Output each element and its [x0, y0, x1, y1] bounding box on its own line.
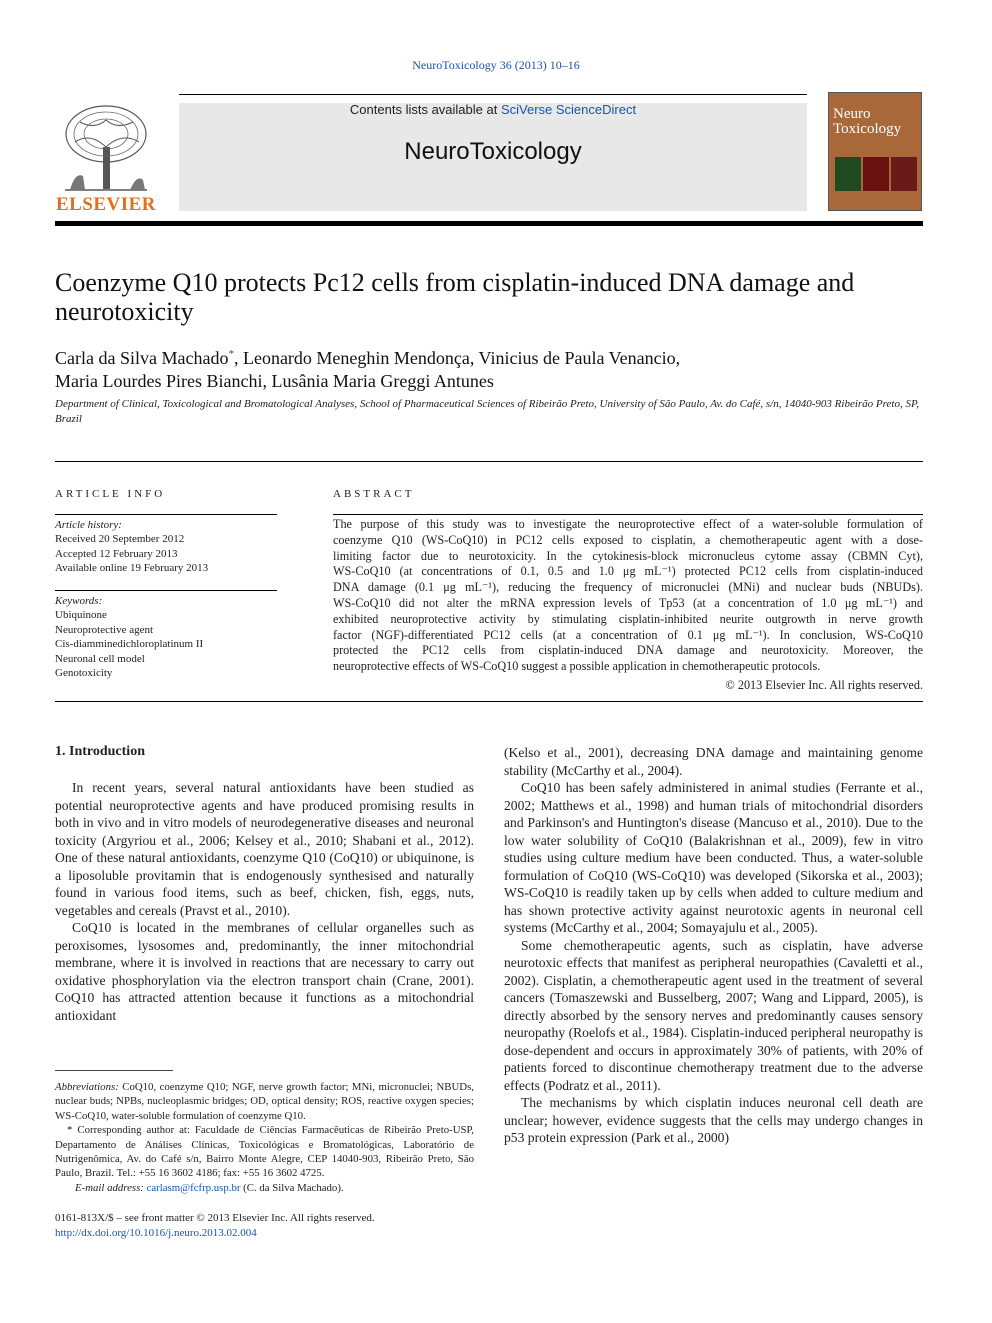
article-history: [55, 518, 277, 576]
cover-micrograph-merge: [891, 157, 917, 191]
keyword: Neuroprotective agent: [55, 623, 154, 636]
cover-title-line1: Neuro: [833, 106, 871, 122]
cover-micrograph-green: [835, 157, 861, 191]
abstract-line: WS-CoQ10 (at concentrations of 0.1, 0.5 and 1.0 μg mL⁻¹) protected PC12 cells from cisplatin-induced: [333, 564, 923, 579]
author-1: Carla da Silva Machado: [55, 348, 229, 368]
abbreviations-text: CoQ10, coenzyme Q10; NGF, nerve growth factor; MNi, micronuclei; NBUDs, nuclear buds; NPBs, nucleoplasmic bridges; OD, optical density; ROS, reactive oxygen species; WS-CoQ10, water-soluble formulation of coenzyme Q10.: [55, 1081, 474, 1122]
corresponding-author-mark[interactable]: *: [228, 348, 234, 360]
abstract-line: protected the PC12 cells from cisplatin-induced DNA damage and neurotoxicity. Moreover, the: [333, 643, 923, 658]
abstract-text: [333, 517, 923, 675]
paragraph: CoQ10 is located in the membranes of cellular organelles such as peroxisomes, lysosomes and, predominantly, the inner mitochondrial membrane, where it is involved in reactions that are necessary to carry out oxidative phosphorylation via the electron transport chain (Crane, 2001). CoQ10 has attracted attention because it functions as a mitochondrial antioxidant: [55, 920, 474, 1023]
header-rule: [55, 221, 923, 226]
authors-rest: , Leonardo Meneghin Mendonça, Vinicius de Paula Venancio,: [233, 348, 681, 368]
doi-link[interactable]: http://dx.doi.org/10.1016/j.neuro.2013.02.004: [55, 1227, 257, 1239]
abstract-line: The purpose of this study was to investigate the neuroprotective effect of a water-soluble formulation of: [333, 517, 923, 531]
elsevier-wordmark: ELSEVIER: [55, 194, 157, 215]
footnote-divider: [55, 1070, 173, 1071]
history-label: Article history:: [55, 519, 122, 531]
divider: [333, 514, 923, 515]
divider: [55, 514, 277, 515]
abstract-line: coenzyme Q10 (WS-CoQ10) in PC12 cells exposed to cisplatin, a chemotherapeutic agent with a dose-: [333, 532, 923, 547]
paragraph: Some chemotherapeutic agents, such as cisplatin, have adverse neurotoxic effects that manifest as peripheral neuropathies (Cavaletti et al., 2002). Cisplatin, a chemotherapeutic agent used in the treatment of several cancers (Tomaszewski and Busselberg, 2007; Wang and Lippard, 2005), is directly absorbed by the sensory nerves and predominantly causes sensory neuropathy (Roelofs et al., 1984). Cisplatin-induced peripheral neuropathy is dose-dependent and occurs in approximately 30% of patients, with 20% of patients forced to discontinue chemotherapy treatment due to the adverse effects (Podratz et al., 2011).: [504, 937, 923, 1093]
front-matter: [55, 1211, 474, 1241]
sciencedirect-link[interactable]: SciVerse ScienceDirect: [500, 102, 637, 117]
issn-line: 0161-813X/$ – see front matter © 2013 Elsevier Inc. All rights reserved.: [55, 1212, 375, 1224]
banner-top-rule: [179, 94, 807, 95]
affiliation: Department of Clinical, Toxicological and Bromatological Analyses, School of Pharmaceutical Sciences of Ribeirão Preto, University of São Paulo, Av. do Café, s/n, 14040-903 Ribeirão Preto, SP, Brazil: [55, 398, 920, 425]
divider: [55, 461, 923, 462]
keyword: Cis-diamminedichloroplatinum II: [55, 638, 204, 651]
abstract-line: DNA damage (0.1 μg mL⁻¹), reducing the frequency of micronuclei (MNi) and nuclear buds (NBUDs).: [333, 580, 923, 595]
body-right-column: [504, 744, 923, 1147]
accepted-date: Accepted 12 February 2013: [55, 547, 178, 560]
section-heading-introduction: 1. Introduction: [55, 744, 145, 759]
cover-title-line2: Toxicology: [833, 121, 902, 137]
paragraph: In recent years, several natural antioxidants have been studied as potential neuroprotective agents and have produced promising results in both in vivo and in vitro models of neurodegenerative diseases and neuronal toxicity (Argyriou et al., 2006; Kelsey et al., 2010; Shabani et al., 2012). One of these natural antioxidants, coenzyme Q10 (CoQ10) or ubiquinone, is a liposoluble provitamin that is endogenously synthesised and naturally found in various food items, such as beef, chicken, fish, eggs, nuts, vegetables and cereals (Pravst et al., 2010).: [55, 780, 474, 918]
divider: [55, 590, 277, 591]
authors-line-2: Maria Lourdes Pires Bianchi, Lusânia Maria Greggi Antunes: [55, 371, 494, 391]
paragraph: CoQ10 has been safely administered in animal studies (Ferrante et al., 2002; Matthews et al., 1998) and human trials of mitochondrial disorders and Parkinson's and Huntington's disease (Mancuso et al., 2010). Due to the low water solubility of CoQ10 (Balakrishnan et al., 2009), few in vitro studies using culture medium have been conducted. Thus, a water-soluble formulation of CoQ10 (WS-CoQ10) was developed (Sikorska et al., 2003); WS-CoQ10 is readily taken up by cells when added to culture medium and has shown protective activity against neurotoxic agents in neuronal cell systems (McCarthy et al., 2004; Somayajulu et al., 2005).: [504, 780, 923, 935]
author-list: [55, 343, 923, 393]
journal-cover-image[interactable]: [828, 92, 922, 211]
contents-line: [179, 102, 807, 117]
abstract-line: factor (NGF)-differentiated PC12 cells (at a concentration of 0.1 μg mL⁻¹). In conclusion, WS-CoQ10: [333, 627, 923, 642]
journal-name: NeuroToxicology: [404, 138, 582, 165]
body-left-column: [55, 779, 474, 1024]
abstract-line: exhibited neuroprotective activity by stimulating cisplatin-inhibited neurite outgrowth in nerve growth: [333, 611, 923, 626]
footnotes: [55, 1080, 474, 1195]
abstract-line: WS-CoQ10 did not alter the mRNA expression levels of Tp53 (at a concentration of 1.0 μg mL⁻¹) and: [333, 595, 923, 610]
keyword: Genotoxicity: [55, 667, 113, 680]
keywords-block: [55, 594, 277, 680]
email-suffix: (C. da Silva Machado).: [240, 1181, 344, 1194]
cover-title: [833, 107, 901, 137]
keywords-label: Keywords:: [55, 595, 103, 607]
abstract-line: neuroprotective effects of WS-CoQ10 suggest a possible application in chemotherapeutic protocols.: [333, 659, 821, 674]
keyword: Neuronal cell model: [55, 652, 145, 665]
email-label: E-mail address:: [75, 1181, 144, 1194]
contents-prefix: Contents lists available at: [349, 102, 501, 117]
paragraph: The mechanisms by which cisplatin induces neuronal cell death are unclear; however, evidence suggests that the cells may undergo changes in p53 protein expression (Park et al., 2000): [504, 1095, 923, 1145]
journal-reference[interactable]: NeuroToxicology 36 (2013) 10–16: [412, 58, 580, 72]
article-info-heading: ARTICLE INFO: [55, 488, 166, 500]
abbreviations-label: Abbreviations:: [55, 1081, 119, 1093]
keyword: Ubiquinone: [55, 609, 107, 622]
received-date: Received 20 September 2012: [55, 533, 185, 546]
abstract-copyright: © 2013 Elsevier Inc. All rights reserved.: [725, 678, 923, 692]
divider: [55, 701, 923, 702]
article-title: Coenzyme Q10 protects Pc12 cells from cisplatin-induced DNA damage and neurotoxicity: [55, 268, 855, 326]
abstract-heading: ABSTRACT: [333, 488, 415, 500]
paragraph: (Kelso et al., 2001), decreasing DNA damage and maintaining genome stability (McCarthy et al., 2004).: [504, 745, 923, 778]
email-link[interactable]: carlasm@fcfrp.usp.br: [146, 1181, 241, 1194]
abstract-line: limiting factor due to neurotoxicity. In the cytokinesis-block micronucleus cytome assay (CBMN Cyt),: [333, 548, 923, 563]
cover-micrograph-red: [863, 157, 889, 191]
corresponding-author-note: * Corresponding author at: Faculdade de Ciências Farmacêuticas de Ribeirão Preto-USP, Departamento de Análises Clínicas, Toxicológicas e Bromatológicas, Laboratório de Nutrigenômica, Av. do Café s/n, Bairro Monte Alegre, CEP 14040-903, Ribeirão Preto, São Paulo, Brazil. Tel.: +55 16 3602 4186; fax: +55 16 3602 4725.: [55, 1124, 474, 1180]
online-date: Available online 19 February 2013: [55, 562, 209, 575]
